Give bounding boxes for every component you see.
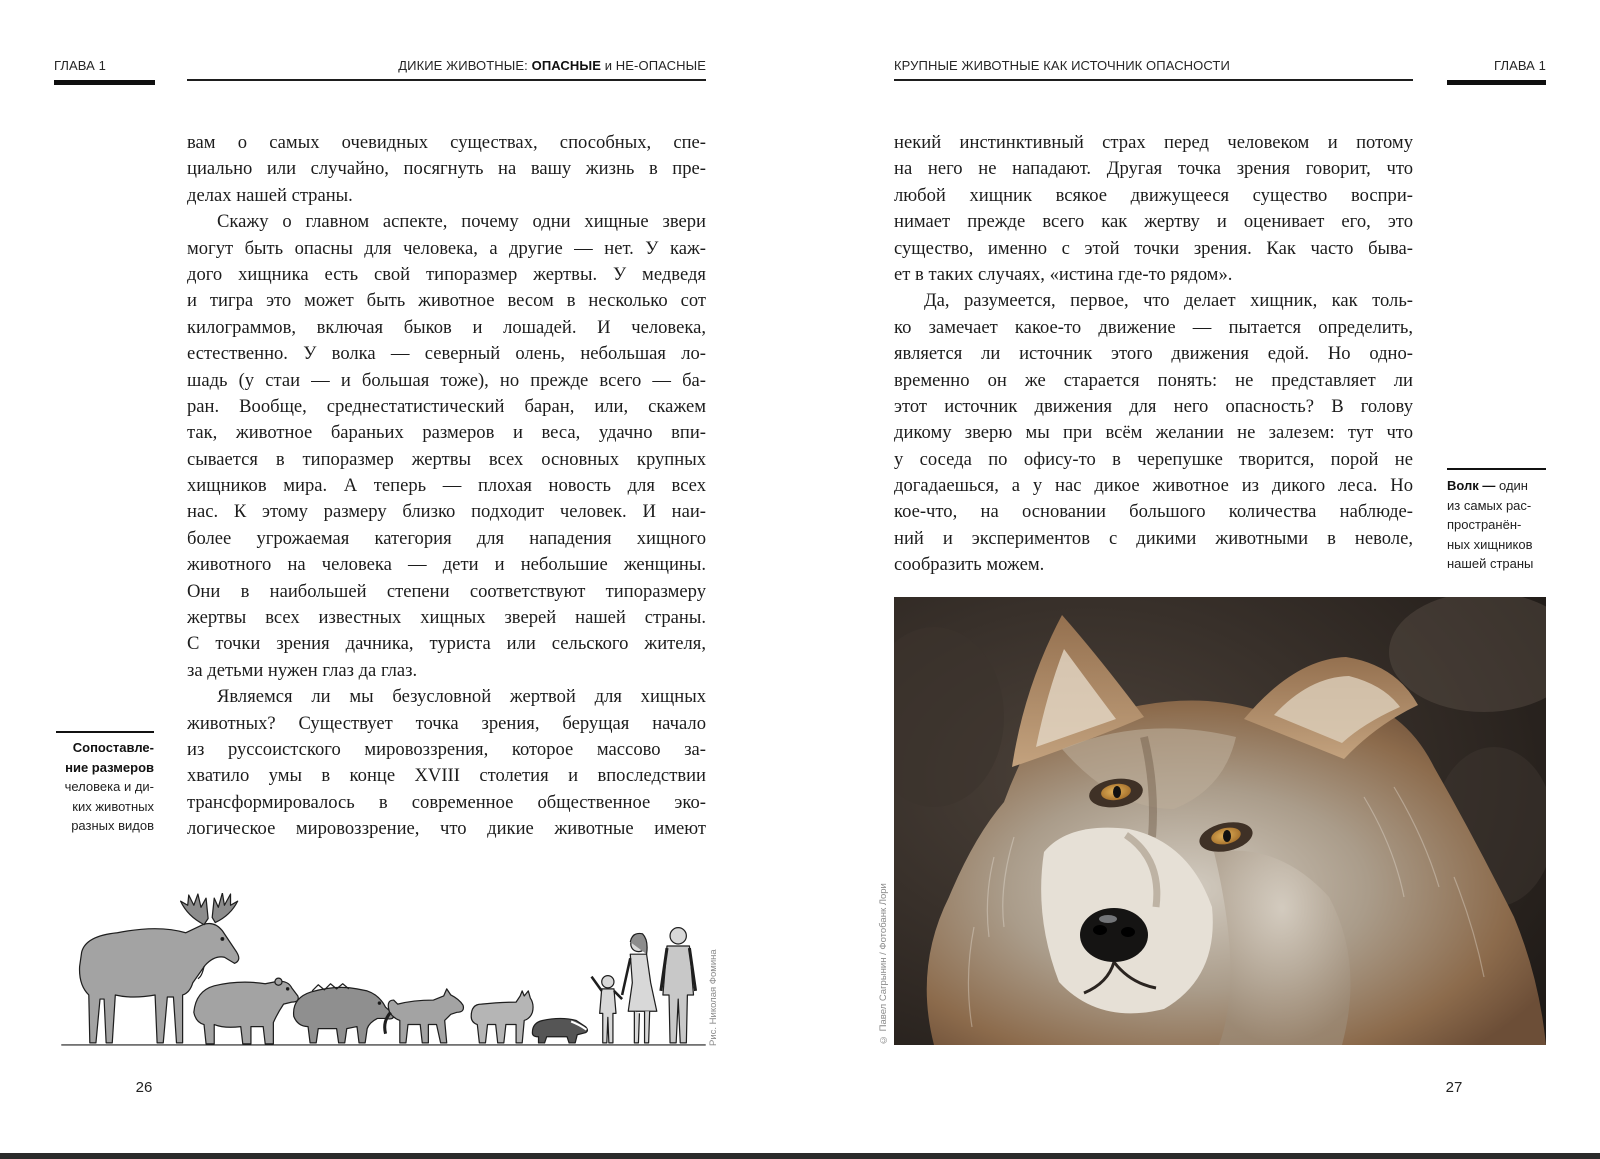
caption-line: из самых рас-: [1447, 497, 1532, 513]
body-text-line: ний и экспериментов с дикими животными в неволе,: [894, 527, 1413, 549]
body-text-line: Да, разумеется, первое, что делает хищник, как толь-: [924, 290, 1413, 312]
page-number: 26: [135, 1079, 153, 1096]
caption-bold-text: ние размеров: [65, 759, 154, 775]
running-header-title: КРУПНЫЕ ЖИВОТНЫЕ КАК ИСТОЧНИК ОПАСНОСТИ: [894, 58, 1230, 73]
body-text-line: ет в таких случаях, «истина где-то рядом».: [894, 263, 1233, 285]
body-text-line: сообразить можем.: [894, 554, 1045, 576]
body-text-line: Скажу о главном аспекте, почему одни хищные звери: [217, 211, 706, 233]
body-text-line: ран. Вообще, среднестатистический баран, или, скажем: [187, 395, 706, 417]
body-text-line: могут быть опасны для человека, а другие — нет. У каж-: [187, 237, 706, 259]
chapter-label: ГЛАВА 1: [54, 58, 106, 73]
man-figure: [661, 928, 696, 1043]
caption-line: нашей страны: [1447, 556, 1534, 572]
boar-figure: [294, 984, 394, 1043]
body-text-line: некий инстинктивный страх перед человеком и потому: [894, 132, 1413, 153]
child-figure: [592, 976, 623, 1043]
body-text-line: хватило умы в конце XVIII столетия и впоследствии: [187, 765, 706, 787]
figure-caption: [34, 738, 154, 836]
chapter-bar: [54, 80, 155, 85]
body-text-line: животных? Существует точка зрения, берущая начало: [187, 712, 706, 734]
body-text-line: дикому зверю мы при всём желании не залезем: тут что: [894, 422, 1413, 444]
body-text-line: за детьми нужен глаз да глаз.: [187, 659, 418, 681]
body-text-line: дого хищника есть свой типоразмер жертвы. У медведя: [187, 263, 706, 285]
chapter-label: ГЛАВА 1: [1494, 58, 1546, 73]
body-text-line: у соседа по офису-то в черепушке творится, порой не: [894, 448, 1413, 470]
body-text-line: из руссоистского мировоззрения, которое массово за-: [187, 738, 706, 760]
left-page-body: [187, 130, 706, 843]
wolf-photo: [894, 597, 1546, 1045]
body-text-line: животного на человека — дети и небольшие женщины.: [187, 554, 706, 576]
illustration-credit: Рис. Николая Фомина: [708, 949, 719, 1046]
body-text-line: существо, именно с этой точки зрения. Как часто быва-: [894, 237, 1413, 259]
caption-line: разных видов: [71, 818, 154, 834]
running-header-title-part: и НЕ-ОПАСНЫЕ: [601, 58, 706, 73]
body-text-line: естественно. У волка — северный олень, небольшая ло-: [187, 343, 706, 365]
body-text-line: вам о самых очевидных существах, способных, спе-: [187, 132, 706, 153]
caption-line: [1447, 476, 1557, 496]
body-text-line: Они в наибольшей степени соответствуют типоразмеру: [187, 580, 706, 602]
body-text-line: любой хищник всякое движущееся существо воспри-: [894, 184, 1413, 206]
nose: [1080, 908, 1148, 962]
body-text-line: нимает прежде всего как жертву и оценивает его, это: [894, 211, 1413, 233]
wolf-figure: [385, 989, 464, 1043]
body-text-line: кое-что, на основании большого количества наблюде-: [894, 501, 1413, 523]
caption-rule: [1447, 468, 1546, 470]
page-number: 27: [1445, 1079, 1463, 1096]
body-text-line: более угрожаемая категория для нападения хищного: [187, 527, 706, 549]
body-text-line: нас. К этому размеру близко подходит человек. И наи-: [187, 501, 706, 523]
body-text-line: трансформировалось в современное общественное эко-: [187, 791, 706, 813]
lynx-figure: [471, 991, 533, 1043]
body-text-line: и тигра это может быть животное весом в несколько сот: [187, 290, 706, 312]
body-text-line: килограммов, включая быков и лошадей. И человека,: [187, 316, 706, 338]
caption-line: [34, 738, 154, 758]
caption-rule: [56, 731, 154, 733]
chapter-bar: [1447, 80, 1546, 85]
badger-figure: [532, 1018, 587, 1042]
bottom-edge-bar: [0, 1153, 1600, 1159]
body-text-line: циально или случайно, посягнуть на вашу жизнь в пре-: [187, 158, 706, 180]
header-rule: [187, 79, 706, 81]
caption-line: [34, 758, 154, 778]
caption-text: один: [1499, 478, 1528, 493]
bear-figure: [194, 978, 298, 1044]
running-header-title-part: ДИКИЕ ЖИВОТНЫЕ:: [398, 58, 532, 73]
caption-line: пространён-: [1447, 517, 1522, 533]
body-text-line: так, животное бараньих размеров и веса, удачно впи-: [187, 422, 706, 444]
body-text-line: является ли источник этого движения едой. Но одно-: [894, 343, 1413, 365]
caption-bold-text: Волк —: [1447, 478, 1496, 493]
photo-credit: © Павел Сагрынин / Фотобанк Лори: [878, 883, 889, 1045]
body-text-line: сывается в типоразмер жертвы всех основных крупных: [187, 448, 706, 470]
right-page-body: [894, 130, 1413, 579]
running-header-title: [398, 58, 706, 74]
body-text-line: ко замечает какое-то движение — пытается определить,: [894, 316, 1413, 338]
body-text-line: делах нашей страны.: [187, 184, 353, 206]
body-text-line: жертвы всех известных хищных зверей нашей страны.: [187, 607, 706, 629]
body-text-line: С точки зрения дачника, туриста или сельского жителя,: [187, 633, 706, 655]
caption-line: ных хищников: [1447, 536, 1533, 552]
body-text-line: шадь (у стаи — и большая тоже), но прежде всего — ба-: [187, 369, 706, 391]
size-comparison-illustration: [61, 893, 706, 1048]
photo-caption: [1447, 476, 1557, 574]
running-header-title-emphasis: ОПАСНЫЕ: [531, 58, 602, 73]
caption-line: человека и ди-: [64, 779, 154, 795]
body-text-line: хищников мира. А теперь — плохая новость для всех: [187, 475, 706, 497]
body-text-line: временно он же старается понять: не представляет ли: [894, 369, 1413, 391]
body-text-line: этот источник движения для него опасность? В голову: [894, 395, 1413, 417]
header-rule: [894, 79, 1413, 81]
caption-line: ких животных: [72, 798, 154, 814]
caption-bold-text: Сопоставле-: [72, 740, 154, 755]
woman-figure: [622, 933, 657, 1042]
body-text-line: Являемся ли мы безусловной жертвой для хищных: [217, 686, 706, 708]
body-text-line: на него не нападают. Другая точка зрения говорит, что: [894, 158, 1413, 180]
body-text-line: логическое мировоззрение, что дикие животные имеют: [187, 818, 706, 840]
body-text-line: догадаешься, а у нас дикое животное из дикого леса. Но: [894, 475, 1413, 497]
